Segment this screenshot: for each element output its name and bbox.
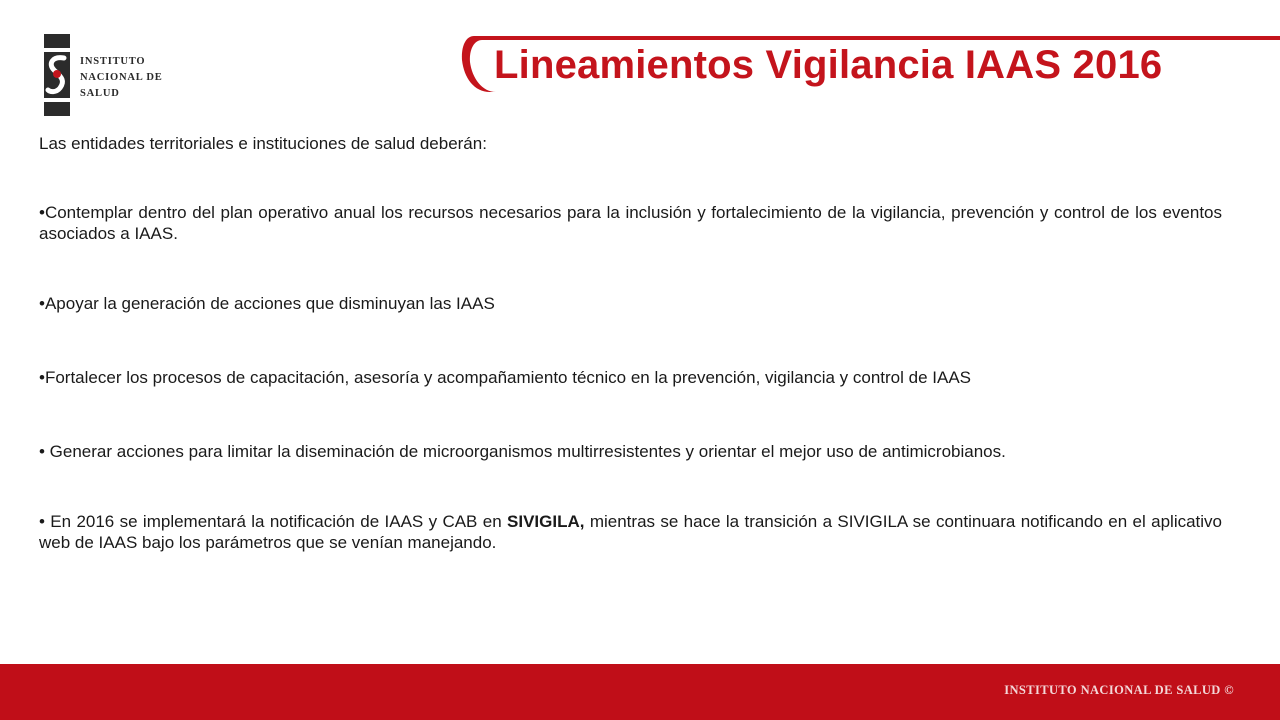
ins-logo-icon	[44, 34, 70, 116]
logo-line-3: SALUD	[80, 88, 120, 99]
institution-logo	[44, 34, 174, 116]
bullet-item-1: •Contemplar dentro del plan operativo anual los recursos necesarios para la inclusión y fortalecimiento de la vigilancia, prevención y control de los eventos asociados a IAAS.	[39, 203, 1222, 243]
footer-bar	[0, 664, 1280, 720]
bullet-item-4: • Generar acciones para limitar la diseminación de microorganismos multirresistentes y orientar el mejor uso de antimicrobianos.	[39, 442, 1006, 461]
logo-wordmark	[80, 54, 163, 102]
bullet-item-5	[39, 511, 1222, 553]
bullet-item-5-text-b: mientras se hace la transición a SIVIGILA se continuara notificando en el aplicativo web de IAAS bajo los parámetros que se venían manejando.	[39, 512, 1222, 552]
intro-text: Las entidades territoriales e instituciones de salud deberán:	[39, 134, 487, 153]
footer-copyright: INSTITUTO NACIONAL DE SALUD ©	[1004, 683, 1234, 697]
bullet-item-5-text-a: • En 2016 se implementará la notificación de IAAS y CAB en	[39, 512, 508, 531]
bullet-item-3: •Fortalecer los procesos de capacitación, asesoría y acompañamiento técnico en la prevención, vigilancia y control de IAAS	[39, 368, 972, 387]
logo-line-1: INSTITUTO	[80, 56, 146, 67]
logo-line-2: NACIONAL DE	[80, 72, 163, 83]
bullet-item-2: •Apoyar la generación de acciones que disminuyan las IAAS	[39, 294, 495, 313]
page-title: Lineamientos Vigilancia IAAS 2016	[494, 43, 1163, 87]
main-content	[39, 133, 1222, 602]
title-banner	[460, 34, 1280, 94]
bullet-item-5-bold: SIVIGILA,	[507, 512, 585, 531]
